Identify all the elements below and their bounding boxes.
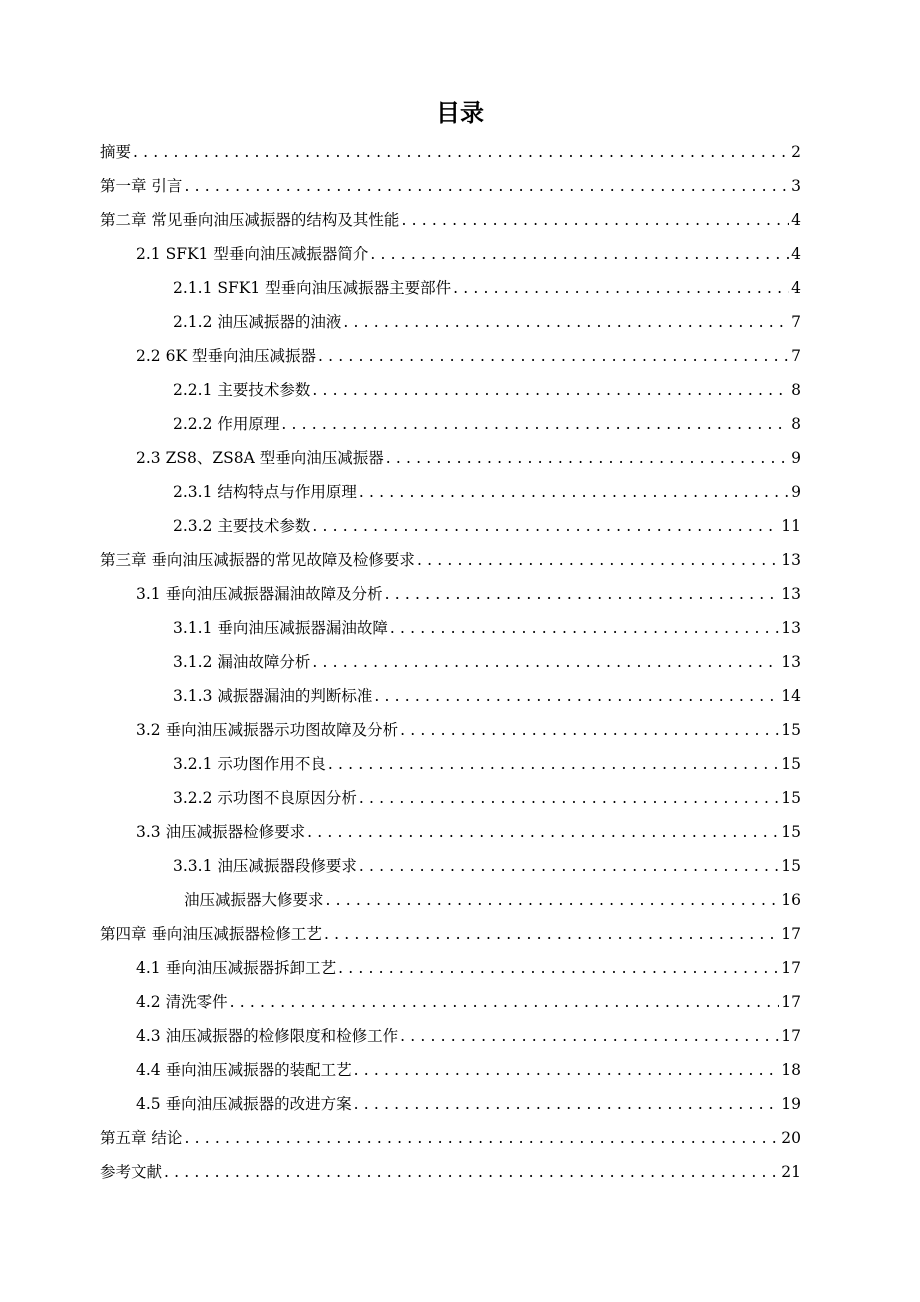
toc-entry-label: 3.3.1 油压减振器段修要求 xyxy=(173,857,357,875)
toc-entry-label: 3.1.3 减振器漏油的判断标准 xyxy=(173,687,373,705)
toc-entry[interactable] xyxy=(100,1019,801,1053)
toc-entry[interactable] xyxy=(100,407,801,441)
toc-entry-label: 3.1 垂向油压减振器漏油故障及分析 xyxy=(136,585,383,603)
toc-dot-leader xyxy=(354,1053,780,1087)
page-title: 目录 xyxy=(436,99,484,127)
toc-entry-label: 4.3 油压减振器的检修限度和检修工作 xyxy=(136,1027,399,1045)
toc-entry-label: 2.2.1 主要技术参数 xyxy=(173,381,311,399)
toc-entry-page-number: 15 xyxy=(781,789,801,807)
toc-entry[interactable] xyxy=(100,679,801,713)
toc-entry-page-number: 11 xyxy=(781,517,801,535)
toc-entry-label: 第三章 垂向油压减振器的常见故障及检修要求 xyxy=(100,551,415,569)
toc-entry[interactable] xyxy=(100,271,801,305)
toc-entry-page-number: 16 xyxy=(781,891,801,909)
toc-dot-leader xyxy=(307,815,779,849)
toc-dot-leader xyxy=(359,849,779,883)
toc-dot-leader xyxy=(184,1121,779,1155)
toc-entry-label: 2.2.2 作用原理 xyxy=(173,415,280,433)
toc-entry[interactable] xyxy=(100,747,801,781)
toc-entry-page-number: 13 xyxy=(781,585,801,603)
toc-entry[interactable] xyxy=(100,611,801,645)
toc-dot-leader xyxy=(386,441,789,475)
toc-dot-leader xyxy=(359,475,789,509)
toc-entry[interactable] xyxy=(100,169,801,203)
toc-dot-leader xyxy=(390,611,779,645)
toc-dot-leader xyxy=(338,951,779,985)
toc-entry-label: 4.1 垂向油压减振器拆卸工艺 xyxy=(136,959,337,977)
toc-dot-leader xyxy=(385,577,780,611)
toc-entry-label: 3.2 垂向油压减振器示功图故障及分析 xyxy=(136,721,399,739)
toc-entry-page-number: 9 xyxy=(791,483,801,501)
toc-entry-label: 第四章 垂向油压减振器检修工艺 xyxy=(100,925,322,943)
toc-entry[interactable] xyxy=(100,577,801,611)
toc-entry-label: 3.3 油压减振器检修要求 xyxy=(136,823,306,841)
toc-dot-leader xyxy=(453,271,789,305)
toc-entry[interactable] xyxy=(100,713,801,747)
toc-entry-page-number: 4 xyxy=(791,211,801,229)
toc-entry-page-number: 2 xyxy=(791,143,801,161)
toc-entry-page-number: 14 xyxy=(781,687,801,705)
toc-entry[interactable] xyxy=(100,1087,801,1121)
toc-dot-leader xyxy=(370,237,789,271)
toc-dot-leader xyxy=(417,543,779,577)
toc-entry-label: 3.2.2 示功图不良原因分析 xyxy=(173,789,357,807)
toc-dot-leader xyxy=(328,747,779,781)
toc-dot-leader xyxy=(354,1087,780,1121)
toc-entry[interactable] xyxy=(100,203,801,237)
toc-entry[interactable] xyxy=(100,373,801,407)
toc-entry[interactable] xyxy=(100,237,801,271)
toc-entry[interactable] xyxy=(100,849,801,883)
toc-entry-label: 2.3.1 结构特点与作用原理 xyxy=(173,483,357,501)
toc-entry[interactable] xyxy=(100,305,801,339)
toc-entry-page-number: 3 xyxy=(791,177,801,195)
toc-entry-page-number: 9 xyxy=(791,449,801,467)
toc-entry-label: 第五章 结论 xyxy=(100,1129,183,1147)
toc-dot-leader xyxy=(184,169,789,203)
toc-dot-leader xyxy=(312,373,789,407)
toc-dot-leader xyxy=(312,645,779,679)
toc-entry-label: 2.1.1 SFK1 型垂向油压减振器主要部件 xyxy=(173,279,452,297)
toc-dot-leader xyxy=(281,407,789,441)
toc-entry-page-number: 8 xyxy=(791,381,801,399)
toc-entry[interactable] xyxy=(100,509,801,543)
toc-entry-label: 2.2 6K 型垂向油压减振器 xyxy=(136,347,316,365)
toc-entry-page-number: 15 xyxy=(781,721,801,739)
toc-entry-page-number: 18 xyxy=(781,1061,801,1079)
toc-entry[interactable] xyxy=(100,951,801,985)
toc-dot-leader xyxy=(164,1155,779,1189)
toc-entry-page-number: 7 xyxy=(791,313,801,331)
toc-entry[interactable] xyxy=(100,1155,801,1189)
toc-dot-leader xyxy=(326,883,780,917)
toc-entry-page-number: 13 xyxy=(781,551,801,569)
toc-entry-label: 3.2.1 示功图作用不良 xyxy=(173,755,326,773)
toc-entry[interactable] xyxy=(100,475,801,509)
toc-entry[interactable] xyxy=(100,1053,801,1087)
toc-entry[interactable] xyxy=(100,645,801,679)
toc-dot-leader xyxy=(400,713,779,747)
toc-entry-label: 4.2 清洗零件 xyxy=(136,993,228,1011)
toc-entry-page-number: 21 xyxy=(781,1163,801,1181)
table-of-contents xyxy=(100,135,801,1189)
toc-entry-page-number: 19 xyxy=(781,1095,801,1113)
toc-entry-page-number: 17 xyxy=(781,993,801,1011)
toc-entry-page-number: 4 xyxy=(791,279,801,297)
toc-entry-label: 油压减振器大修要求 xyxy=(184,891,324,909)
toc-entry-page-number: 20 xyxy=(781,1129,801,1147)
toc-entry-page-number: 7 xyxy=(791,347,801,365)
toc-dot-leader xyxy=(400,1019,779,1053)
toc-entry[interactable] xyxy=(100,339,801,373)
toc-entry-label: 第二章 常见垂向油压减振器的结构及其性能 xyxy=(100,211,400,229)
toc-entry-page-number: 15 xyxy=(781,857,801,875)
toc-entry-page-number: 17 xyxy=(781,925,801,943)
toc-entry-label: 2.1 SFK1 型垂向油压减振器简介 xyxy=(136,245,369,263)
toc-entry-label: 4.5 垂向油压减振器的改进方案 xyxy=(136,1095,352,1113)
toc-entry[interactable] xyxy=(100,883,801,917)
toc-entry-label: 2.3 ZS8、ZS8A 型垂向油压减振器 xyxy=(136,449,384,467)
toc-entry-page-number: 17 xyxy=(781,959,801,977)
toc-entry[interactable] xyxy=(100,1121,801,1155)
toc-entry-label: 3.1.1 垂向油压减振器漏油故障 xyxy=(173,619,388,637)
toc-entry-page-number: 13 xyxy=(781,653,801,671)
toc-entry-label: 4.4 垂向油压减振器的装配工艺 xyxy=(136,1061,352,1079)
toc-entry-page-number: 15 xyxy=(781,755,801,773)
toc-entry-label: 参考文献 xyxy=(100,1163,163,1181)
toc-entry[interactable] xyxy=(100,781,801,815)
toc-entry-page-number: 15 xyxy=(781,823,801,841)
toc-entry-label: 摘要 xyxy=(100,143,132,161)
toc-entry-label: 3.1.2 漏油故障分析 xyxy=(173,653,311,671)
toc-entry-label: 2.1.2 油压减振器的油液 xyxy=(173,313,342,331)
toc-dot-leader xyxy=(374,679,779,713)
toc-dot-leader xyxy=(324,917,779,951)
toc-dot-leader xyxy=(230,985,780,1019)
toc-entry-page-number: 17 xyxy=(781,1027,801,1045)
toc-entry[interactable] xyxy=(100,543,801,577)
toc-dot-leader xyxy=(343,305,789,339)
toc-entry[interactable] xyxy=(100,815,801,849)
toc-dot-leader xyxy=(133,135,789,169)
toc-entry-page-number: 8 xyxy=(791,415,801,433)
toc-entry-label: 第一章 引言 xyxy=(100,177,183,195)
toc-entry-label: 2.3.2 主要技术参数 xyxy=(173,517,311,535)
toc-dot-leader xyxy=(359,781,779,815)
toc-entry-page-number: 4 xyxy=(791,245,801,263)
toc-entry[interactable] xyxy=(100,985,801,1019)
toc-dot-leader xyxy=(312,509,779,543)
toc-entry-page-number: 13 xyxy=(781,619,801,637)
toc-entry[interactable] xyxy=(100,441,801,475)
toc-dot-leader xyxy=(401,203,789,237)
toc-entry[interactable] xyxy=(100,917,801,951)
toc-entry[interactable] xyxy=(100,135,801,169)
toc-dot-leader xyxy=(318,339,789,373)
